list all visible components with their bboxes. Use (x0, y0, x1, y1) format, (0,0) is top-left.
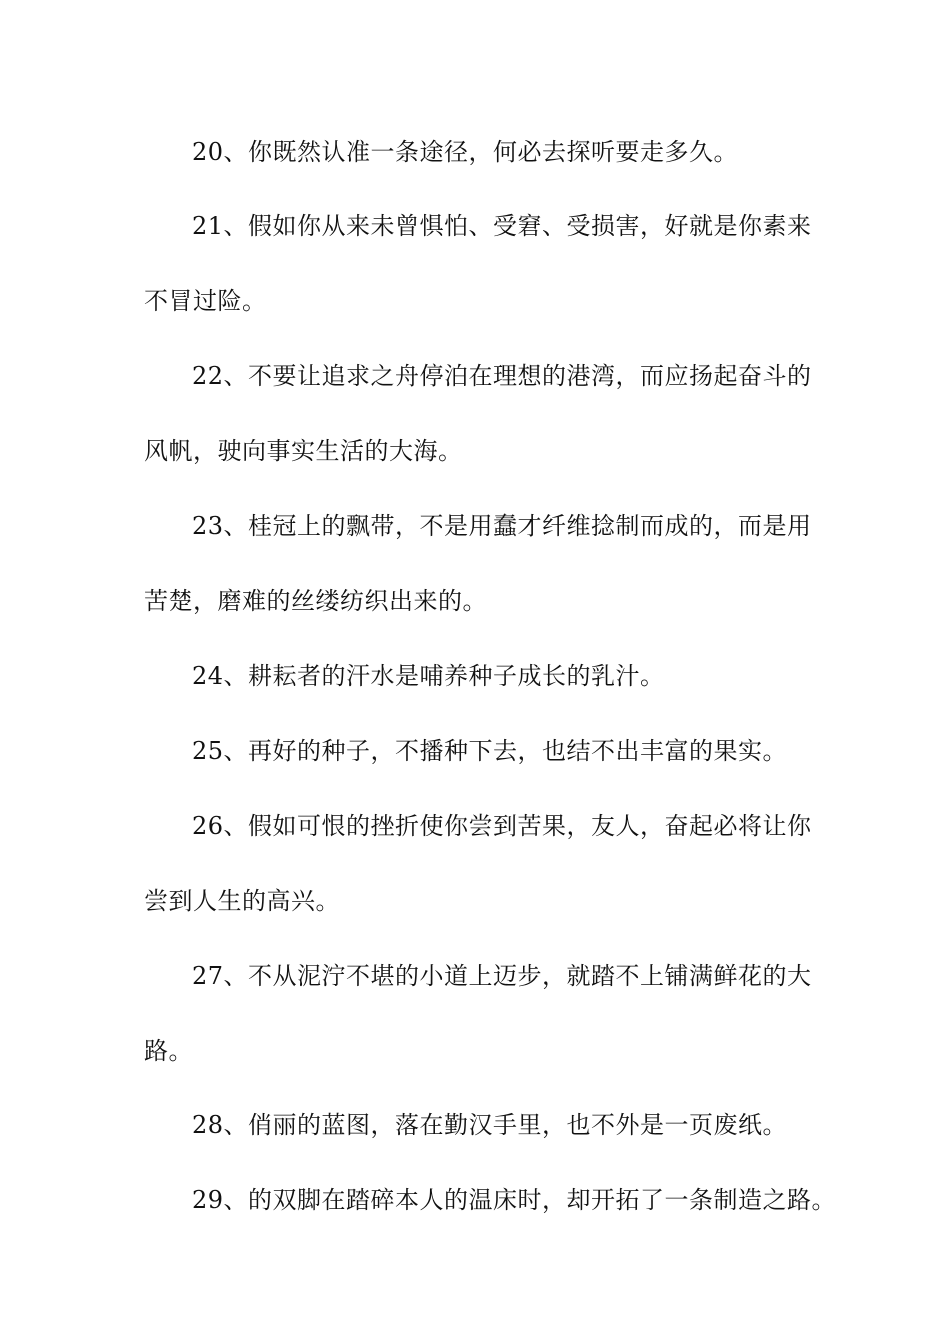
text-line: 29、的双脚在踏碎本人的温床时，却开拓了一条制造之路。 (192, 1186, 837, 1214)
text-line: 25、再好的种子，不播种下去，也结不出丰富的果实。 (192, 737, 788, 765)
text-line: 不冒过险。 (144, 287, 267, 315)
text-line: 24、耕耘者的汗水是哺养种子成长的乳汁。 (192, 662, 665, 690)
text-line: 苦楚，磨难的丝缕纺织出来的。 (144, 587, 487, 615)
text-line: 21、假如你从来未曾惧怕、受窘、受损害，好就是你素来 (192, 212, 812, 240)
text-line: 22、不要让追求之舟停泊在理想的港湾，而应扬起奋斗的 (192, 362, 812, 390)
text-line: 路。 (144, 1037, 193, 1065)
text-line: 20、你既然认准一条途径，何必去探听要走多久。 (192, 138, 739, 166)
text-line: 风帆，驶向事实生活的大海。 (144, 437, 463, 465)
text-line: 尝到人生的高兴。 (144, 887, 340, 915)
text-line: 23、桂冠上的飘带，不是用蠢才纤维捻制而成的，而是用 (192, 512, 812, 540)
text-line: 28、俏丽的蓝图，落在勤汉手里，也不外是一页废纸。 (192, 1111, 788, 1139)
text-line: 26、假如可恨的挫折使你尝到苦果，友人，奋起必将让你 (192, 812, 812, 840)
text-line: 27、不从泥泞不堪的小道上迈步，就踏不上铺满鲜花的大 (192, 962, 812, 990)
